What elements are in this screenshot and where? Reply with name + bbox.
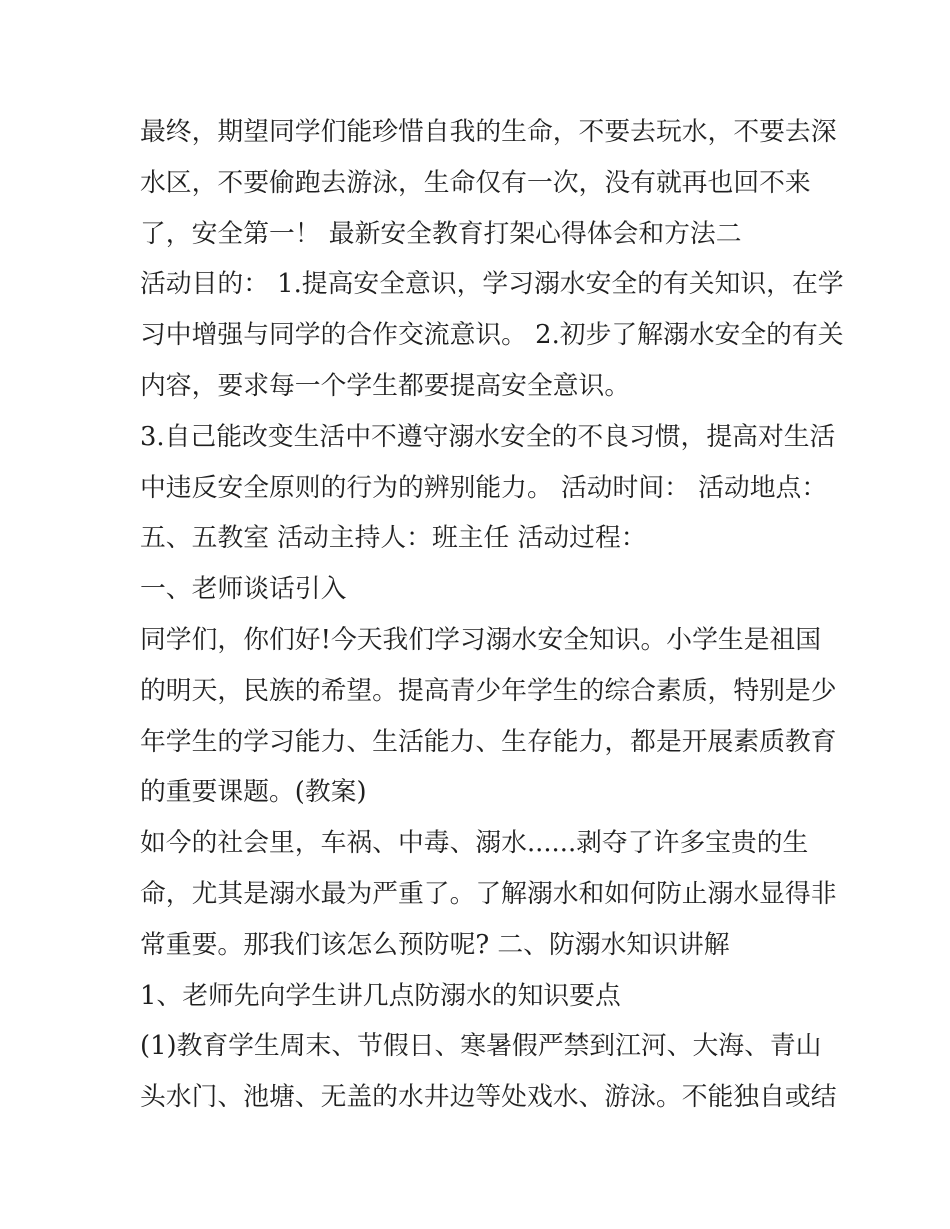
text-line: 年学生的学习能力、生活能力、生存能力，都是开展素质教育 [140, 726, 837, 757]
text-line: 最终，期望同学们能珍惜自我的生命，不要去玩水，不要去深 [140, 117, 837, 147]
text-line: 内容，要求每一个学生都要提高安全意识。 [140, 370, 631, 401]
text-line: 了，安全第一！ 最新安全教育打架心得体会和方法二 [140, 218, 742, 249]
text-line: 中违反安全原则的行为的辨别能力。 活动时间： 活动地点： [140, 472, 828, 503]
text-line: 习中增强与同学的合作交流意识。 2.初步了解溺水安全的有关 [140, 320, 844, 351]
body-text [140, 107, 844, 1123]
text-line: 同学们，你们好!今天我们学习溺水安全知识。小学生是祖国 [140, 624, 822, 655]
text-line: 如今的社会里，车祸、中毒、溺水......剥夺了许多宝贵的生 [140, 828, 809, 859]
text-line: 水区，不要偷跑去游泳，生命仅有一次，没有就再也回不来 [140, 167, 811, 198]
text-line: 活动目的： 1.提高安全意识，学习溺水安全的有关知识，在学 [140, 269, 844, 300]
text-line: 的明天，民族的希望。提高青少年学生的综合素质，特别是少 [140, 675, 837, 706]
text-line: 头水门、池塘、无盖的水井边等处戏水、游泳。不能独自或结 [140, 1082, 837, 1113]
text-line: 五、五教室 活动主持人：班主任 活动过程： [140, 523, 647, 554]
text-line: (1)教育学生周末、节假日、寒暑假严禁到江河、大海、青山 [140, 1031, 822, 1062]
text-line: 常重要。那我们该怎么预防呢? 二、防溺水知识讲解 [140, 929, 730, 960]
text-line: 的重要课题。(教案) [140, 777, 367, 808]
text-line: 一、老师谈话引入 [140, 574, 347, 605]
text-line: 3.自己能改变生活中不遵守溺水安全的不良习惯，提高对生活 [140, 421, 836, 452]
text-line: 1、老师先向学生讲几点防溺水的知识要点 [140, 980, 621, 1011]
text-line: 命，尤其是溺水最为严重了。了解溺水和如何防止溺水显得非 [140, 878, 837, 909]
